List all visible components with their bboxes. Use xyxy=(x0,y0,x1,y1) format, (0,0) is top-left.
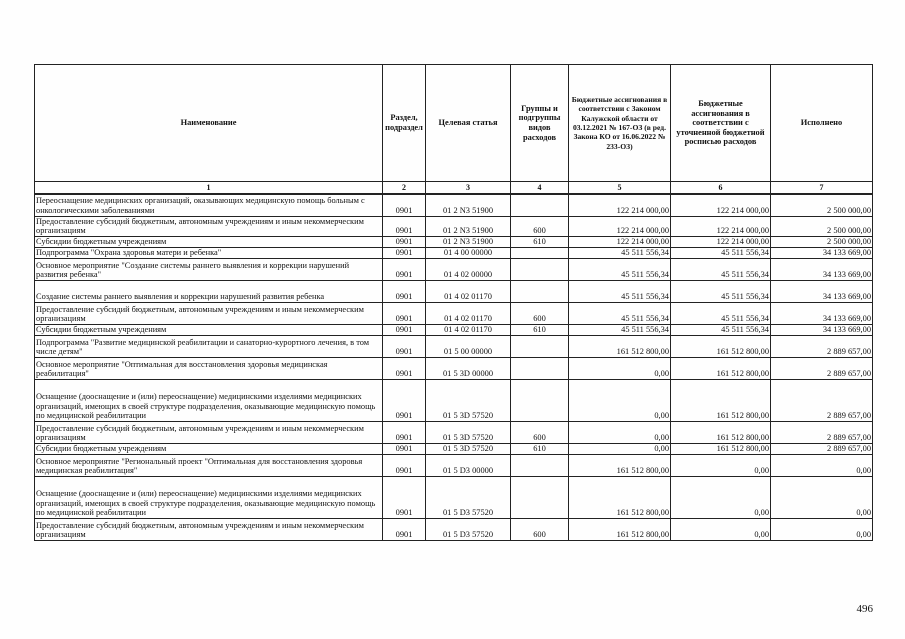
row-executed: 34 133 669,00 xyxy=(771,247,873,258)
column-number: 5 xyxy=(569,182,671,195)
row-executed: 34 133 669,00 xyxy=(771,258,873,280)
column-number: 6 xyxy=(671,182,771,195)
row-roster-assignment: 161 512 800,00 xyxy=(671,335,771,357)
row-target-article: 01 2 N3 51900 xyxy=(426,236,511,247)
row-section: 0901 xyxy=(383,280,426,302)
row-expense-group xyxy=(511,280,569,302)
row-name: Подпрограмма "Развитие медицинской реабилитации и санаторно-курортного лечения, в том числе детям" xyxy=(35,335,383,357)
row-roster-assignment: 45 511 556,34 xyxy=(671,258,771,280)
row-roster-assignment: 161 512 800,00 xyxy=(671,357,771,379)
row-expense-group: 600 xyxy=(511,302,569,324)
row-expense-group xyxy=(511,335,569,357)
row-expense-group: 600 xyxy=(511,421,569,443)
row-target-article: 01 5 3D 00000 xyxy=(426,357,511,379)
row-name: Предоставление субсидий бюджетным, автономным учреждениям и иным некоммерческим организациям xyxy=(35,421,383,443)
row-expense-group xyxy=(511,379,569,421)
row-executed: 0,00 xyxy=(771,476,873,518)
row-name: Субсидии бюджетным учреждениям xyxy=(35,236,383,247)
row-name: Подпрограмма "Охрана здоровья матери и ребенка" xyxy=(35,247,383,258)
row-name: Основное мероприятие "Оптимальная для восстановления здоровья медицинская реабилитация" xyxy=(35,357,383,379)
table-row xyxy=(35,518,873,540)
row-law-assignment: 45 511 556,34 xyxy=(569,280,671,302)
row-law-assignment: 0,00 xyxy=(569,421,671,443)
row-executed: 2 889 657,00 xyxy=(771,421,873,443)
table-row xyxy=(35,194,873,216)
column-number-row xyxy=(35,182,873,195)
header-row xyxy=(35,65,873,182)
row-law-assignment: 45 511 556,34 xyxy=(569,302,671,324)
row-section: 0901 xyxy=(383,236,426,247)
table-row xyxy=(35,247,873,258)
row-roster-assignment: 0,00 xyxy=(671,476,771,518)
row-target-article: 01 4 02 01170 xyxy=(426,324,511,335)
row-law-assignment: 45 511 556,34 xyxy=(569,258,671,280)
table-row xyxy=(35,302,873,324)
row-name: Основное мероприятие "Региональный проект "Оптимальная для восстановления здоровья медицинская реабилитация" xyxy=(35,454,383,476)
column-number: 7 xyxy=(771,182,873,195)
header-roster-assignments: Бюджетные ассигнования в соответствии с уточненной бюджетной росписью расходов xyxy=(671,65,771,182)
table-row xyxy=(35,280,873,302)
row-law-assignment: 161 512 800,00 xyxy=(569,518,671,540)
row-roster-assignment: 122 214 000,00 xyxy=(671,216,771,236)
row-name: Предоставление субсидий бюджетным, автономным учреждениям и иным некоммерческим организациям xyxy=(35,302,383,324)
column-number: 3 xyxy=(426,182,511,195)
row-name: Создание системы раннего выявления и коррекции нарушений развития ребенка xyxy=(35,280,383,302)
row-section: 0901 xyxy=(383,357,426,379)
row-target-article: 01 4 02 01170 xyxy=(426,280,511,302)
header-name: Наименование xyxy=(35,65,383,182)
row-law-assignment: 161 512 800,00 xyxy=(569,454,671,476)
row-expense-group xyxy=(511,454,569,476)
row-roster-assignment: 161 512 800,00 xyxy=(671,421,771,443)
row-roster-assignment: 0,00 xyxy=(671,454,771,476)
row-expense-group xyxy=(511,247,569,258)
table-row xyxy=(35,454,873,476)
row-name: Предоставление субсидий бюджетным, автономным учреждениям и иным некоммерческим организациям xyxy=(35,518,383,540)
row-section: 0901 xyxy=(383,518,426,540)
row-law-assignment: 0,00 xyxy=(569,357,671,379)
row-section: 0901 xyxy=(383,379,426,421)
row-law-assignment: 122 214 000,00 xyxy=(569,216,671,236)
row-roster-assignment: 0,00 xyxy=(671,518,771,540)
row-expense-group xyxy=(511,357,569,379)
row-expense-group: 610 xyxy=(511,443,569,454)
table-row xyxy=(35,258,873,280)
table-row xyxy=(35,335,873,357)
row-executed: 2 889 657,00 xyxy=(771,335,873,357)
row-executed: 2 889 657,00 xyxy=(771,443,873,454)
row-roster-assignment: 122 214 000,00 xyxy=(671,236,771,247)
header-law-assignments: Бюджетные ассигнования в соответствии с Законом Калужской области от 03.12.2021 № 167-ОЗ (в ред. Закона КО от 16.06.2022 № 233-ОЗ) xyxy=(569,65,671,182)
row-section: 0901 xyxy=(383,258,426,280)
row-executed: 34 133 669,00 xyxy=(771,302,873,324)
row-roster-assignment: 161 512 800,00 xyxy=(671,379,771,421)
column-number: 2 xyxy=(383,182,426,195)
row-executed: 34 133 669,00 xyxy=(771,324,873,335)
row-name: Оснащение (дооснащение и (или) переоснащение) медицинскими изделиями медицинских организаций, имеющих в своей структуре подразделения, оказывающие медицинскую помощь по медицинской реабилитации xyxy=(35,379,383,421)
row-target-article: 01 5 3D 57520 xyxy=(426,421,511,443)
row-roster-assignment: 122 214 000,00 xyxy=(671,194,771,216)
budget-table xyxy=(34,64,873,541)
header-target: Целевая статья xyxy=(426,65,511,182)
row-executed: 2 500 000,00 xyxy=(771,236,873,247)
row-section: 0901 xyxy=(383,476,426,518)
row-name: Субсидии бюджетным учреждениям xyxy=(35,443,383,454)
row-roster-assignment: 161 512 800,00 xyxy=(671,443,771,454)
row-roster-assignment: 45 511 556,34 xyxy=(671,247,771,258)
row-law-assignment: 45 511 556,34 xyxy=(569,247,671,258)
row-executed: 34 133 669,00 xyxy=(771,280,873,302)
row-expense-group: 610 xyxy=(511,324,569,335)
row-section: 0901 xyxy=(383,302,426,324)
row-section: 0901 xyxy=(383,443,426,454)
row-executed: 2 889 657,00 xyxy=(771,379,873,421)
table-row xyxy=(35,443,873,454)
row-law-assignment: 161 512 800,00 xyxy=(569,476,671,518)
table-row xyxy=(35,324,873,335)
row-section: 0901 xyxy=(383,216,426,236)
header-section: Раздел, подраздел xyxy=(383,65,426,182)
row-roster-assignment: 45 511 556,34 xyxy=(671,302,771,324)
row-target-article: 01 5 D3 57520 xyxy=(426,476,511,518)
table-row xyxy=(35,357,873,379)
row-name: Основное мероприятие "Создание системы раннего выявления и коррекции нарушений развития ребенка" xyxy=(35,258,383,280)
row-target-article: 01 2 N3 51900 xyxy=(426,216,511,236)
row-law-assignment: 45 511 556,34 xyxy=(569,324,671,335)
row-target-article: 01 5 00 00000 xyxy=(426,335,511,357)
row-name: Субсидии бюджетным учреждениям xyxy=(35,324,383,335)
row-section: 0901 xyxy=(383,454,426,476)
row-executed: 2 500 000,00 xyxy=(771,194,873,216)
row-section: 0901 xyxy=(383,247,426,258)
row-law-assignment: 122 214 000,00 xyxy=(569,236,671,247)
row-name: Оснащение (дооснащение и (или) переоснащение) медицинскими изделиями медицинских организаций, имеющих в своей структуре подразделения, оказывающие медицинскую помощь по медицинской реабилитации xyxy=(35,476,383,518)
row-law-assignment: 161 512 800,00 xyxy=(569,335,671,357)
column-number: 4 xyxy=(511,182,569,195)
table-row xyxy=(35,236,873,247)
table-row xyxy=(35,216,873,236)
row-target-article: 01 5 3D 57520 xyxy=(426,379,511,421)
row-law-assignment: 0,00 xyxy=(569,379,671,421)
row-target-article: 01 4 00 00000 xyxy=(426,247,511,258)
page-number: 496 xyxy=(856,603,873,615)
row-roster-assignment: 45 511 556,34 xyxy=(671,280,771,302)
row-executed: 0,00 xyxy=(771,518,873,540)
row-expense-group xyxy=(511,258,569,280)
row-section: 0901 xyxy=(383,194,426,216)
row-expense-group: 600 xyxy=(511,216,569,236)
row-target-article: 01 5 D3 00000 xyxy=(426,454,511,476)
column-number: 1 xyxy=(35,182,383,195)
row-target-article: 01 4 02 00000 xyxy=(426,258,511,280)
row-section: 0901 xyxy=(383,421,426,443)
row-expense-group xyxy=(511,476,569,518)
row-law-assignment: 122 214 000,00 xyxy=(569,194,671,216)
row-expense-group: 600 xyxy=(511,518,569,540)
table-row xyxy=(35,476,873,518)
header-executed: Исполнено xyxy=(771,65,873,182)
table-row xyxy=(35,379,873,421)
row-roster-assignment: 45 511 556,34 xyxy=(671,324,771,335)
header-groups: Группы и подгруппы видов расходов xyxy=(511,65,569,182)
row-target-article: 01 5 3D 57520 xyxy=(426,443,511,454)
row-target-article: 01 2 N3 51900 xyxy=(426,194,511,216)
row-target-article: 01 4 02 01170 xyxy=(426,302,511,324)
row-name: Предоставление субсидий бюджетным, автономным учреждениям и иным некоммерческим организациям xyxy=(35,216,383,236)
row-target-article: 01 5 D3 57520 xyxy=(426,518,511,540)
row-executed: 2 500 000,00 xyxy=(771,216,873,236)
row-expense-group xyxy=(511,194,569,216)
row-expense-group: 610 xyxy=(511,236,569,247)
row-executed: 0,00 xyxy=(771,454,873,476)
row-section: 0901 xyxy=(383,335,426,357)
row-executed: 2 889 657,00 xyxy=(771,357,873,379)
row-name: Переоснащение медицинских организаций, оказывающих медицинскую помощь больным с онкологическими заболеваниями xyxy=(35,194,383,216)
table-row xyxy=(35,421,873,443)
row-law-assignment: 0,00 xyxy=(569,443,671,454)
row-section: 0901 xyxy=(383,324,426,335)
